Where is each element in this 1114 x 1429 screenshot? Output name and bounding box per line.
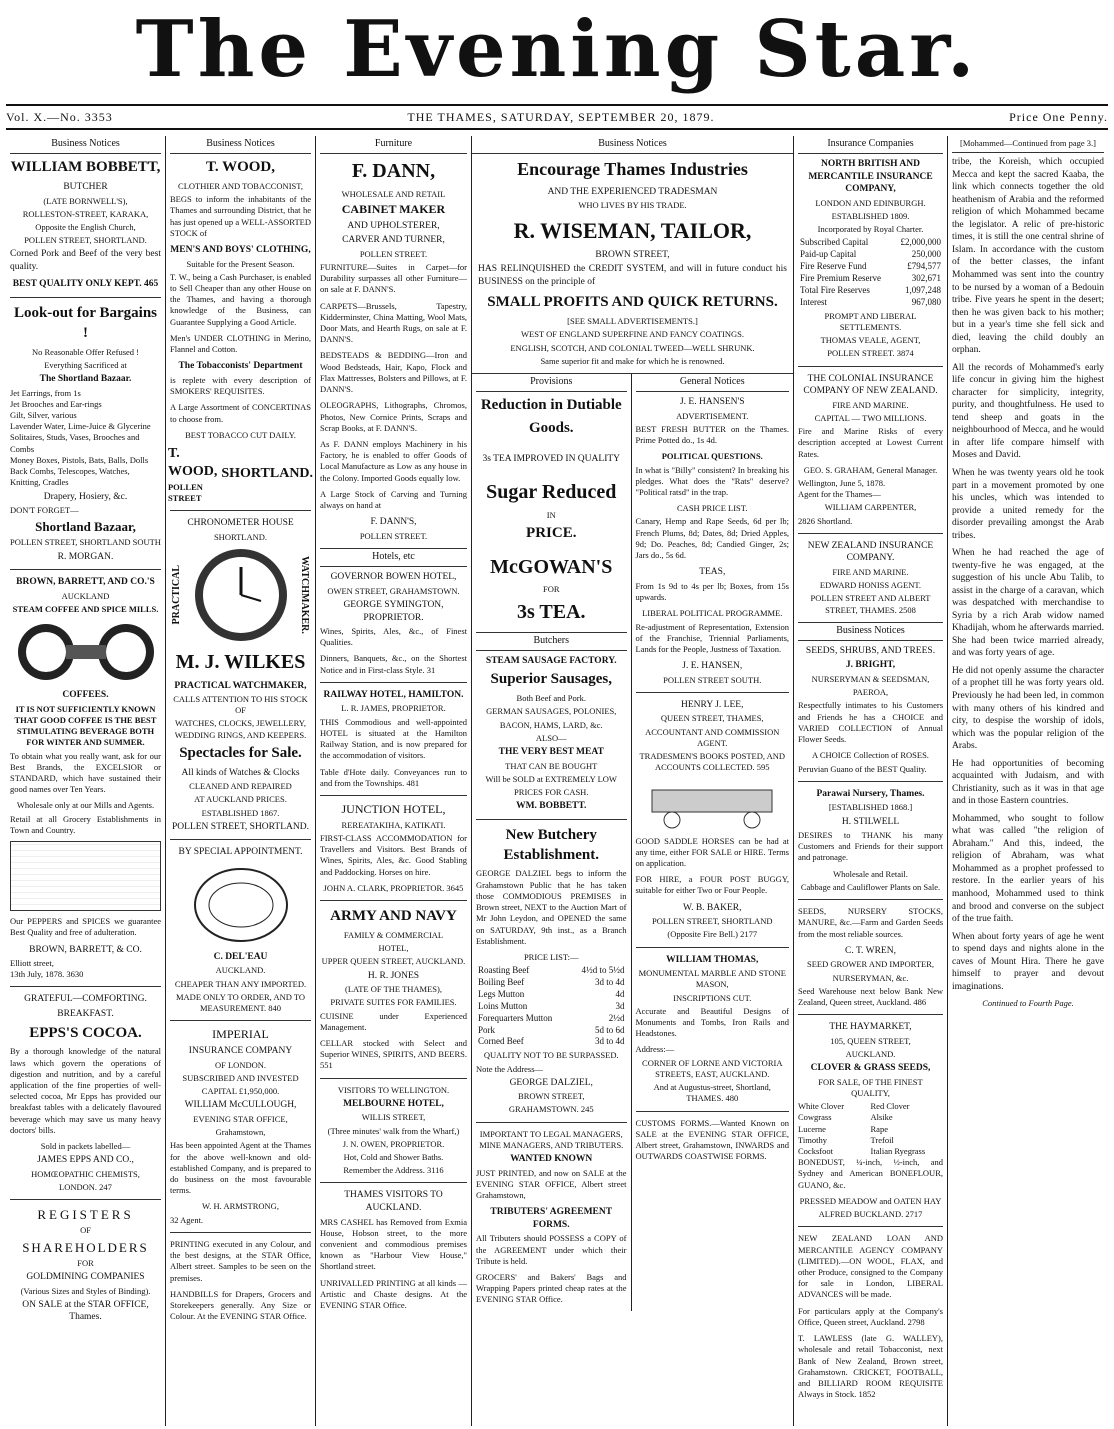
- row-label: Interest: [800, 296, 827, 307]
- ad-wiseman: Encourage Thames Industries AND THE EXPERIENCED TRADESMAN WHO LIVES BY HIS TRADE. R. WISEMAN, TAILOR, BROWN STREET, HAS RELINQUISHED the CREDIT SYSTEM, and will in future conduct his BUSINESS on the principle of SMALL PROFITS AND QUICK RETURNS. [SEE SMALL ADVERTISEMENTS.] WEST OF ENGLAND SUPERFINE AND FANCY COATINGS. ENGLISH, SCOTCH, AND COLONIAL TWEED—WELL SHRUNK. Same superior fit and make for which he is renowned.: [478, 159, 787, 366]
- row-value: 3d to 4d: [594, 977, 625, 988]
- ad-headline: WILLIAM BOBBETT,: [10, 159, 161, 176]
- ad-special-appointment: BY SPECIAL APPOINTMENT. C. DEL'EAU AUCKLAND. CHEAPER THAN ANY IMPORTED. MADE ONLY TO ORDER, AND TO MEASUREMENT. 840: [174, 847, 307, 1014]
- ad-nz-insurance: NEW ZEALAND INSURANCE COMPANY. FIRE AND MARINE. EDWARD HONISS AGENT. POLLEN STREET AND ALBERT STREET, THAMES. 2508: [807, 540, 934, 615]
- row-label: Boiling Beef: [478, 977, 525, 988]
- subcolumn-provisions: Provisions Reduction in Dutiable Goods. 3s TEA IMPROVED IN QUALITY Sugar Reduced IN PRICE. McGOWAN'S FOR 3s TEA. Butchers STEAM SAUSAGE FACTORY. Superior Sausages, Both Beef and Pork. GERMAN SAUSAGES, POLONIES, BACON, HAMS, LARD, &c. ALSO— THE VERY BEST MEAT THAT CAN BE BOUGHT Will be SOLD at EXTREMELY LOW PRICES FOR CASH. WM. BOBBETT. New Butchery Establishment. GEORGE DALZIEL begs to inform the Grahamstown Public that he has taken those COMMODIOUS PREMISES in Brown street, NEXT to the Auction Mart of Mr John Leydon, and OPENED the same on SATURDAY, 9th inst., as a Branch Establishment. PRICE LIST:— Roasting Beef 4½d to 5½d Boiling Beef 3d to 4d Legs Mutton 4d Loins Mutton 3d Forequarters Mutton 2½d Pork 5d to 6d Corned Beef 3d to 4d QUALITY NOT TO BE SURPASSED. Note the Address— GEORGE DALZIEL, BROWN STREET, GRAHAMSTOWN. 245 IMPORTANT TO LEGAL MANAGERS, MINE MANAGERS, AND TRIBUTERS. WANTED KNOWN JUST PRINTED, and now on SALE at the EVENING STAR OFFICE, Albert street Grahamstown, TRIBUTERS' AGREEMENT FORMS. All Tributers should POSSESS a COPY of the AGREEMENT under which their Tribute is held. GROCERS' and Bakers' Bags and Wrapping Papers printed cheap rates at the EVENING STAR Office.: [472, 374, 632, 1311]
- ad-william-thomas: WILLIAM THOMAS, MONUMENTAL MARBLE AND STONE MASON, INSCRIPTIONS CUT. Accurate and Beautiful Designs of Monuments and Tombs, Iron Rails and Headstones. Address:— CORNER OF LORNE AND VICTORIA STREETS, EAST, AUCKLAND. And at Augustus-street, Shortland, THAMES. 480: [635, 954, 789, 1104]
- table-row: [476, 1025, 627, 1037]
- column-1: [6, 136, 166, 1426]
- price: Price One Penny.: [1009, 109, 1108, 124]
- divider: [10, 297, 161, 298]
- row-value: 4½d to 5½d: [581, 965, 625, 976]
- ad-hotels: GOVERNOR BOWEN HOTEL, OWEN STREET, GRAHAMSTOWN. GEORGE SYMINGTON, PROPRIETOR. Wines, Spirits, Ales, &c., of Finest Qualities. Dinners, Banquets, &c., on the Shortest Notice and in First-class Style. 31 RAILWAY HOTEL, HAMILTON. L. R. JAMES, PROPRIETOR. THIS Commodious and well-appointed HOTEL is situated at the Hamilton Railway Station, and is now prepared for the accommodation of visitors. Table d'Hote daily. Conveyances run to and from the Townships. 481 JUNCTION HOTEL, REREATAKIHA, KATIKATI. FIRST-CLASS ACCOMMODATION for Travellers and Visitors. Best Brands of Wines, Spirits, Ales, &c. Good Stabling and Paddocking. Horses on hire. JOHN A. CLARK, PROPRIETOR. 3645 ARMY AND NAVY FAMILY & COMMERCIAL HOTEL, UPPER QUEEN STREET, AUCKLAND. H. R. JONES (LATE OF THE THAMES), PRIVATE SUITES FOR FAMILIES. CUISINE under Experienced Management. CELLAR stocked with Select and Superior WINES, SPIRITS, AND BEERS. 551 VISITORS TO WELLINGTON. MELBOURNE HOTEL, WILLIS STREET, (Three minutes' walk from the Wharf,) J. N. OWEN, PROPRIETOR. Hot, Cold and Shower Baths. Remember the Address. 3116 THAMES VISITORS TO AUCKLAND. MRS CASHEL has Removed from Exmia House, Hobson street, to the more convenient and commodious premises known as "Harbour View House," Shortland street. UNRIVALLED PRINTING at all kinds —Artistic and Chaste designs. At the EVENING STAR Office.: [320, 572, 467, 1311]
- ad-registers: REGISTERS OF SHAREHOLDERS FOR GOLDMINING COMPANIES (Various Sizes and Styles of Binding). ON SALE at the STAR OFFICE, Thames.: [20, 1207, 151, 1323]
- ad-chronometer-house: CHRONOMETER HOUSE SHORTLAND. PRACTICAL WATCHMAKER. M. J. WILKES PRACTICAL WATCHMAKER, CALLS ATTENTION TO HIS STOCK OF WATCHES, CLOCKS, JEWELLERY, WEDDING RINGS, AND KEEPERS. Spectacles for Sale. All kinds of Watches & Clocks CLEANED AND REPAIRED AT AUCKLAND PRICES. ESTABLISHED 1867. POLLEN STREET, SHORTLAND.: [171, 518, 310, 832]
- ad-customs-forms: CUSTOMS FORMS.—Wanted Known on SALE at the EVENING STAR OFFICE, Albert street, Grahamstown, INWARDS and OUTWARDS COASTWISE FORMS.: [635, 1117, 789, 1162]
- row-label: Loins Mutton: [478, 1000, 528, 1011]
- row-value: 4d: [615, 988, 625, 999]
- table-row: [798, 261, 943, 273]
- row-value: 3d to 4d: [594, 1036, 625, 1047]
- ad-north-british: NORTH BRITISH AND MERCANTILE INSURANCE COMPANY, LONDON AND EDINBURGH. ESTABLISHED 1809. Incorporated by Royal Charter. Subscribed Capital £2,000,000 Paid-up Capital 250,000 Fire Reserve Fund £794,577 Fire Premium Reserve 302,671 Total Fire Reserves 1,097,248 Interest 967,080 PROMPT AND LIBERAL SETTLEMENTS. THOMAS VEALE, AGENT, POLLEN STREET. 3874: [800, 159, 941, 359]
- volume-number: Vol. X.—No. 3353: [6, 109, 113, 124]
- ad-stilwell: Parawai Nursery, Thames. [ESTABLISHED 1868.] H. STILWELL DESIRES to THANK his many Customers and Friends for their support and patronage. Wholesale and Retail. Cabbage and Cauliflower Plants on Sale.: [798, 788, 943, 892]
- row-value: £794,577: [907, 261, 941, 272]
- row-label: Paid-up Capital: [800, 249, 857, 260]
- ad-wren: SEEDS, NURSERY STOCKS, MANURE, &c.—Farm and Garden Seeds from the most reliable sources. C. T. WREN, SEED GROWER AND IMPORTER, NURSERYMAN, &c. Seed Warehouse next below Bank New Zealand, Queen street, Auckland. 486: [798, 906, 943, 1007]
- table-row: [798, 273, 943, 285]
- ad-mcgowan: Reduction in Dutiable Goods. 3s TEA IMPROVED IN QUALITY Sugar Reduced IN PRICE. McGOWAN'S FOR 3s TEA.: [480, 397, 622, 624]
- article-paragraph: He did not openly assume the character of a prophet till he was forty years old. Previously he had been led, in common with many others of his kindred and city, to despise the worship of idols, which was the popular religion of the Arabs.: [952, 665, 1104, 752]
- row-label: Subscribed Capital: [800, 237, 869, 248]
- article-paragraph: tribe, the Koreish, which occupied Mecca and kept the sacred Kaaba, the link which connects together the old heathenism of Arabia and the reformed religion of which Mohammed became the legislator. A relic of pre-historic times, it is still the one central shrine of Islam. In accordance with the custom of the better classes, the infant Mohammed was sent into the country to be nursed by a woman of a Bedouin tribe. Five years he spent in the desert; then he was given back to his mother; but in a year's time she fell sick and died, leaving the child doubly an orphan.: [952, 157, 1104, 356]
- ad-epps-cocoa: GRATEFUL—COMFORTING. BREAKFAST. EPPS'S COCOA. By a thorough knowledge of the natural laws which govern the operations of digestion and nutrition, and by a careful application of the fine properties of well-selected cocoa, Mr Epps has provided our breakfast tables with a delicately flavoured beverage which may save us many heavy doctors' bills. Sold in packets labelled— JAMES EPPS AND CO., HOMŒOPATHIC CHEMISTS, LONDON. 247: [10, 994, 161, 1193]
- ad-haymarket: THE HAYMARKET, 105, QUEEN STREET, AUCKLAND. CLOVER & GRASS SEEDS, FOR SALE, OF THE FINEST QUALITY, White Clover Red Clover Cowgrass Alsike Lucerne Rape Timothy Trefoil Cocksfoot Italian Ryegrass BONEDUST, ¼-inch, ½-inch, and Sydney and American BONEFLOUR, GUANO, &c. PRESSED MEADOW and OATEN HAY ALFRED BUCKLAND. 2717: [798, 1022, 943, 1220]
- row-label: Legs Mutton: [478, 988, 525, 999]
- column-7-article: [948, 136, 1108, 1426]
- column-4: Business Notices Encourage Thames Industries AND THE EXPERIENCED TRADESMAN WHO LIVES BY HIS TRADE. R. WISEMAN, TAILOR, BROWN STREET, HAS RELINQUISHED the CREDIT SYSTEM, and will in future conduct his BUSINESS on the principle of SMALL PROFITS AND QUICK RETURNS. [SEE SMALL ADVERTISEMENTS.] WEST OF ENGLAND SUPERFINE AND FANCY COATINGS. ENGLISH, SCOTCH, AND COLONIAL TWEED—WELL SHRUNK. Same superior fit and make for which he is renowned. Provisions Reduction in Dutiable Goods. 3s TEA IMPROVED IN QUALITY Sugar Reduced IN PRICE. McGOWAN'S FOR 3s TEA. Butchers STEAM SAUSAGE FACTORY. Superior Sausages, Both Beef and Pork. GERMAN SAUSAGES, POLONIES, BACON, HAMS, LARD, &c. ALSO— THE VERY BEST MEAT THAT CAN BE BOUGHT Will be SOLD at EXTREMELY LOW PRICES FOR CASH. WM. BOBBETT. New Butchery Establishment. GEORGE DALZIEL begs to inform the Grahamstown Public that he has taken those COMMODIOUS PREMISES in Brown street, NEXT to the Auction Mart of Mr John Leydon, and OPENED the same on SATURDAY, 9th inst., as a Branch Establishment. PRICE LIST:— Roasting Beef 4½d to 5½d Boiling Beef 3d to 4d Legs Mutton 4d Loins Mutton 3d Forequarters Mutton 2½d Pork 5d to 6d Corned Beef 3d to 4d QUALITY NOT TO BE SURPASSED. Note the Address— GEORGE DALZIEL, BROWN STREET, GRAHAMSTOWN. 245 IMPORTANT TO LEGAL MANAGERS, MINE MANAGERS, AND TRIBUTERS. WANTED KNOWN JUST PRINTED, and now on SALE at the EVENING STAR OFFICE, Albert street Grahamstown, TRIBUTERS' AGREEMENT FORMS. All Tributers should POSSESS a COPY of the AGREEMENT under which their Tribute is held. GROCERS' and Bakers' Bags and Wrapping Papers printed cheap rates at the EVENING STAR Office. General Notices J. E. HANSEN'S ADVERTISEMENT. BEST FRESH BUTTER on the Thames. Prime Potted do., 1s 4d. POLITICAL QUESTIONS. In what is "Billy" consistent? In breaking his pledges. What does the "Rats" deserve? "Political ratsd" in the trap. CASH PRICE LIST. Canary, Hemp and Rape Seeds, 6d per lb; French Plums, 8d; Dates, 8d; Dried Apples, 9d; Do. Peaches, 8d; Candied Ginger, 2s; Jars do., 5s 6d. TEAS, From 1s 9d to 4s per lb; Boxes, from 15s upwards. LIBERAL POLITICAL PROGRAMME. Re-adjustment of Representation, Extension of the Franchise, Triennial Parliaments, Lands for the People, Justness of Taxation. J. E. HANSEN, POLLEN STREET SOUTH. HENRY J. LEE, QUEEN STREET, THAMES, ACCOUNTANT AND COMMISSION AGENT. TRADESMEN'S BOOKS POSTED, AND ACCOUNTS COLLECTED. 595 GOOD SADDLE HORSES can be had at any time, either FOR SALE or HIRE. Terms on application. FOR HIRE, a FOUR POST BUGGY, suitable for either Two or Four People. W. B. BAKER, POLLEN STREET, SHORTLAND (Opposite Fire Bell.) 2177 WILLIAM THOMAS, MONUMENTAL MARBLE AND STONE MASON, INSCRIPTIONS CUT. Accurate and Beautiful Designs of Monuments and Tombs, Iron Rails and Headstones. Address:— CORNER OF LORNE AND VICTORIA STREETS, EAST, AUCKLAND. And at Augustus-street, Shortland, THAMES. 480 CUSTOMS FORMS.—Wanted Known on SALE at the EVENING STAR OFFICE, Albert street, Grahamstown, INWARDS and OUTWARDS COASTWISE FORMS.: [472, 136, 794, 1426]
- table-row: [798, 297, 943, 309]
- row-label: Fire Premium Reserve: [800, 273, 881, 284]
- row-label: Fire Reserve Fund: [800, 261, 867, 272]
- buggy-illustration: [642, 780, 782, 830]
- article-continued-header: [Mohammed—Continued from page 3.]: [952, 138, 1104, 153]
- row-value: 5d to 6d: [594, 1024, 625, 1035]
- ad-steam-sausage: STEAM SAUSAGE FACTORY. Superior Sausages, Both Beef and Pork. GERMAN SAUSAGES, POLONIES, BACON, HAMS, LARD, &c. ALSO— THE VERY BEST MEAT THAT CAN BE BOUGHT Will be SOLD at EXTREMELY LOW PRICES FOR CASH. WM. BOBBETT.: [485, 655, 617, 812]
- row-value: 2½d: [608, 1012, 625, 1023]
- ad-j-bright: SEEDS, SHRUBS, AND TREES. J. BRIGHT, NURSERYMAN & SEEDSMAN, PAEROA, Respectfully intimates to his Customers and Friends he has a CHOICE and VARIED COLLECTION of Annual Flower Seeds. A CHOICE Collection of ROSES. Peruvian Guano of the BEST Quality.: [798, 645, 943, 774]
- issue-date: THE THAMES, SATURDAY, SEPTEMBER 20, 1879.: [407, 109, 715, 124]
- ad-bobbett: WILLIAM BOBBETT, BUTCHER (LATE BORNWELL'S), ROLLESTON-STREET, KARAKA, Opposite the English Church, POLLEN STREET, SHORTLAND. Corned Pork and Beef of the very best quality. BEST QUALITY ONLY KEPT. 465: [10, 159, 161, 290]
- ad-lawless: T. LAWLESS (late G. WALLEY), wholesale and retail Tobacconist, next Bank of New Zealand, Brown street, Grahamstown. CRICKET, FOOTBALL, and BILLIARD ROOM REQUISITE Always in Stock. 1852: [798, 1333, 943, 1400]
- row-value: 967,080: [911, 296, 941, 307]
- ad-handbills: HANDBILLS for Drapers, Grocers and Storekeepers generally. Any Size or Colour. At the EVENING STAR Office.: [170, 1288, 311, 1322]
- table-row: [476, 1001, 627, 1013]
- row-value: 1,097,248: [905, 284, 941, 295]
- ad-baker: GOOD SADDLE HORSES can be had at any time, either FOR SALE or HIRE. Terms on application. FOR HIRE, a FOUR POST BUGGY, suitable for either Two or Four People. W. B. BAKER, POLLEN STREET, SHORTLAND (Opposite Fire Bell.) 2177: [635, 835, 789, 940]
- table-row: [798, 249, 943, 261]
- row-value: 302,671: [911, 273, 941, 284]
- row-label: Total Fire Reserves: [800, 284, 870, 295]
- section-header: Business Notices: [10, 136, 161, 154]
- ad-dalziel: New Butchery Establishment. GEORGE DALZIEL begs to inform the Grahamstown Public that he has taken those COMMODIOUS PREMISES in Brown street, NEXT to the Auction Mart of Mr John Leydon, and OPENED the same on SATURDAY, 9th inst., as a Branch Establishment. PRICE LIST:— Roasting Beef 4½d to 5½d Boiling Beef 3d to 4d Legs Mutton 4d Loins Mutton 3d Forequarters Mutton 2½d Pork 5d to 6d Corned Beef 3d to 4d QUALITY NOT TO BE SURPASSED. Note the Address— GEORGE DALZIEL, BROWN STREET, GRAHAMSTOWN. 245: [476, 826, 627, 1115]
- ad-henry-lee: HENRY J. LEE, QUEEN STREET, THAMES, ACCOUNTANT AND COMMISSION AGENT. TRADESMEN'S BOOKS POSTED, AND ACCOUNTS COLLECTED. 595: [639, 699, 786, 773]
- article-continued-footer: Continued to Fourth Page.: [982, 998, 1074, 1009]
- columns: [6, 136, 1108, 1426]
- ad-f-dann: F. DANN, WHOLESALE AND RETAIL CABINET MAKER AND UPHOLSTERER, CARVER AND TURNER, POLLEN STREET. FURNITURE—Suites in Carpet—for Durability surpasses all other Furniture—on sale at F. DANN'S. CARPETS—Brussels, Tapestry, Kidderminster, China Matting, Wool Mats, Door Mats, and Hearth Rugs, on sale at F. DANN'S. BEDSTEADS & BEDDING—Iron and Wood Bedsteads, Hair, Kapo, Flock and Flax Mattresses, Bolsters and Pillows, at F. DANN'S. OLEOGRAPHS, Lithographs, Chromos, Photos, New Cornice Prints, Scraps and Scrap Books, at F. DANN'S. As F. DANN employs Machinery in his Factory, he is enabled to offer Goods of Local Manufacture as Low as any house in the Colony. Imported Goods equally low. A Large Stock of Carving and Turning always on hand at F. DANN'S, POLLEN STREET.: [320, 160, 467, 541]
- price-list-table: [476, 965, 627, 1048]
- ad-tributers: IMPORTANT TO LEGAL MANAGERS, MINE MANAGERS, AND TRIBUTERS. WANTED KNOWN JUST PRINTED, and now on SALE at the EVENING STAR OFFICE, Albert street Grahamstown, TRIBUTERS' AGREEMENT FORMS. All Tributers should POSSESS a COPY of the AGREEMENT under which their Tribute is held. GROCERS' and Bakers' Bags and Wrapping Papers printed cheap rates at the EVENING STAR Office.: [476, 1128, 627, 1305]
- column-6: Insurance Companies NORTH BRITISH AND MERCANTILE INSURANCE COMPANY, LONDON AND EDINBURGH. ESTABLISHED 1809. Incorporated by Royal Charter. Subscribed Capital £2,000,000 Paid-up Capital 250,000 Fire Reserve Fund £794,577 Fire Premium Reserve 302,671 Total Fire Reserves 1,097,248 Interest 967,080 PROMPT AND LIBERAL SETTLEMENTS. THOMAS VEALE, AGENT, POLLEN STREET. 3874 THE COLONIAL INSURANCE COMPANY OF NEW ZEALAND. FIRE AND MARINE. CAPITAL — TWO MILLIONS. Fire and Marine Risks of every description accepted at Lowest Current Rates. GEO. S. GRAHAM, General Manager. Wellington, June 5, 1878. Agent for the Thames— WILLIAM CARPENTER, 2826 Shortland. NEW ZEALAND INSURANCE COMPANY. FIRE AND MARINE. EDWARD HONISS AGENT. POLLEN STREET AND ALBERT STREET, THAMES. 2508 Business Notices SEEDS, SHRUBS, AND TREES. J. BRIGHT, NURSERYMAN & SEEDSMAN, PAEROA, Respectfully intimates to his Customers and Friends he has a CHOICE and VARIED COLLECTION of Annual Flower Seeds. A CHOICE Collection of ROSES. Peruvian Guano of the BEST Quality. Parawai Nursery, Thames. [ESTABLISHED 1868.] H. STILWELL DESIRES to THANK his many Customers and Friends for their support and patronage. Wholesale and Retail. Cabbage and Cauliflower Plants on Sale. SEEDS, NURSERY STOCKS, MANURE, &c.—Farm and Garden Seeds from the most reliable sources. C. T. WREN, SEED GROWER AND IMPORTER, NURSERYMAN, &c. Seed Warehouse next below Bank New Zealand, Queen street, Auckland. 486 THE HAYMARKET, 105, QUEEN STREET, AUCKLAND. CLOVER & GRASS SEEDS, FOR SALE, OF THE FINEST QUALITY, White Clover Red Clover Cowgrass Alsike Lucerne Rape Timothy Trefoil Cocksfoot Italian Ryegrass BONEDUST, ¼-inch, ½-inch, and Sydney and American BONEFLOUR, GUANO, &c. PRESSED MEADOW and OATEN HAY ALFRED BUCKLAND. 2717 NEW ZEALAND LOAN AND MERCANTILE AGENCY COMPANY (LIMITED).—ON WOOL, FLAX, and other Produce, consigned to the Company for sale in London, LIBERAL ADVANCES will be made. For particulars apply at the Company's Office, Queen street, Auckland. 2798 T. LAWLESS (late G. WALLEY), wholesale and retail Tobacconist, next Bank of New Zealand, Brown street, Grahamstown. CRICKET, FOOTBALL, and BILLIARD ROOM REQUISITE Always in Stock. 1852: [794, 136, 948, 1426]
- article-paragraph: He had opportunities of becoming acquainted with Judaism, and with Christianity, such as it was in that age and in those Eastern countries.: [952, 758, 1104, 807]
- ad-t-wood: T. WOOD, CLOTHIER AND TOBACCONIST, BEGS to inform the inhabitants of the Thames and surrounding District, that he has just opened up a WELL-ASSORTED STOCK of MEN'S AND BOYS' CLOTHING, Suitable for the Present Season. T. W., being a Cash Purchaser, is enabled to Sell Cheaper than any other House on the Thames, and having a thorough knowledge of the Business, can Guarantee Supplying a Good Article. Men's UNDER CLOTHING in Merino, Flannel and Cotton. The Tobacconists' Department is replete with every description of SMOKERS' REQUISITES. A Large Assortment of CONCERTINAS to choose from. BEST TOBACCO CUT DAILY. T. WOOD, POLLEN STREET SHORTLAND.: [167, 159, 314, 504]
- ad-nz-loan: NEW ZEALAND LOAN AND MERCANTILE AGENCY COMPANY (LIMITED).—ON WOOL, FLAX, and other Produce, consigned to the Company for sale in London, LIBERAL ADVANCES will be made.: [798, 1233, 943, 1300]
- shirt-maker-seal: [191, 865, 291, 945]
- ad-brown-barrett: BROWN, BARRETT, AND CO.'S AUCKLAND STEAM COFFEE AND SPICE MILLS. COFFEES. IT IS NOT SUFFICIENTLY KNOWN THAT GOOD COFFEE IS THE BEST STIMULATING BEVERAGE BOTH FOR WINTER AND SUMMER. To obtain what you really want, ask for our Best Brands, the EXCELSIOR or STANDARD, which have sustained their good names over Ten Years. Wholesale only at our Mills and Agents. Retail at all Grocery Establishments in Town and Country. Our PEPPERS and SPICES we guarantee Best Quality and free of adulteration. BROWN, BARRETT, & CO. Elliott street, 13th July, 1878. 3630: [10, 577, 161, 980]
- subcolumn-general-notices: General Notices J. E. HANSEN'S ADVERTISEMENT. BEST FRESH BUTTER on the Thames. Prime Potted do., 1s 4d. POLITICAL QUESTIONS. In what is "Billy" consistent? In breaking his pledges. What does the "Rats" deserve? "Political ratsd" in the trap. CASH PRICE LIST. Canary, Hemp and Rape Seeds, 6d per lb; French Plums, 8d; Dates, 8d; Dried Apples, 9d; Do. Peaches, 8d; Candied Ginger, 2s; Jars do., 5s 6d. TEAS, From 1s 9d to 4s per lb; Boxes, from 15s upwards. LIBERAL POLITICAL PROGRAMME. Re-adjustment of Representation, Extension of the Franchise, Triennial Parliaments, Lands for the People, Justness of Taxation. J. E. HANSEN, POLLEN STREET SOUTH. HENRY J. LEE, QUEEN STREET, THAMES, ACCOUNTANT AND COMMISSION AGENT. TRADESMEN'S BOOKS POSTED, AND ACCOUNTS COLLECTED. 595 GOOD SADDLE HORSES can be had at any time, either FOR SALE or HIRE. Terms on application. FOR HIRE, a FOUR POST BUGGY, suitable for either Two or Four People. W. B. BAKER, POLLEN STREET, SHORTLAND (Opposite Fire Bell.) 2177 WILLIAM THOMAS, MONUMENTAL MARBLE AND STONE MASON, INSCRIPTIONS CUT. Accurate and Beautiful Designs of Monuments and Tombs, Iron Rails and Headstones. Address:— CORNER OF LORNE AND VICTORIA STREETS, EAST, AUCKLAND. And at Augustus-street, Shortland, THAMES. 480 CUSTOMS FORMS.—Wanted Known on SALE at the EVENING STAR OFFICE, Albert street, Grahamstown, INWARDS and OUTWARDS COASTWISE FORMS.: [635, 375, 789, 1162]
- table-row: [476, 1036, 627, 1048]
- seed-list: White Clover Red Clover Cowgrass Alsike Lucerne Rape Timothy Trefoil Cocksfoot Italian Ryegrass: [798, 1101, 926, 1156]
- row-label: Roasting Beef: [478, 965, 530, 976]
- clock-icon: [191, 545, 291, 645]
- table-row: [476, 1013, 627, 1025]
- ad-imperial-insurance: IMPERIAL INSURANCE COMPANY OF LONDON. SUBSCRIBED AND INVESTED CAPITAL £1,950,000. WILLIAM McCULLOUGH, EVENING STAR OFFICE, Grahamstown, Has been appointed Agent at the Thames for the above well-known and old-established Company, and is prepared to do business on the most favourable terms. W. H. ARMSTRONG, 32 Agent.: [170, 1027, 311, 1225]
- masthead: [0, 0, 1114, 100]
- article-paragraph: When he was twenty years old he took part in a movement promoted by one his uncles, which was intended to provide a united remedy for the disorder prevailing amongst the Arab tribes.: [952, 467, 1104, 541]
- ad-colonial-insurance: THE COLONIAL INSURANCE COMPANY OF NEW ZEALAND. FIRE AND MARINE. CAPITAL — TWO MILLIONS. Fire and Marine Risks of every description accepted at Lowest Current Rates. GEO. S. GRAHAM, General Manager. Wellington, June 5, 1878. Agent for the Thames— WILLIAM CARPENTER, 2826 Shortland.: [798, 373, 943, 526]
- column-2: Business Notices T. WOOD, CLOTHIER AND TOBACCONIST, BEGS to inform the inhabitants of the Thames and surrounding District, that he has just opened up a WELL-ASSORTED STOCK of MEN'S AND BOYS' CLOTHING, Suitable for the Present Season. T. W., being a Cash Purchaser, is enabled to Sell Cheaper than any other House on the Thames, and having a thorough knowledge of the Business, can Guarantee Supplying a Good Article. Men's UNDER CLOTHING in Merino, Flannel and Cotton. The Tobacconists' Department is replete with every description of SMOKERS' REQUISITES. A Large Assortment of CONCERTINAS to choose from. BEST TOBACCO CUT DAILY. T. WOOD, POLLEN STREET SHORTLAND. CHRONOMETER HOUSE SHORTLAND. PRACTICAL WATCHMAKER. M. J. WILKES PRACTICAL WATCHMAKER, CALLS ATTENTION TO HIS STOCK OF WATCHES, CLOCKS, JEWELLERY, WEDDING RINGS, AND KEEPERS. Spectacles for Sale. All kinds of Watches & Clocks CLEANED AND REPAIRED AT AUCKLAND PRICES. ESTABLISHED 1867. POLLEN STREET, SHORTLAND. BY SPECIAL APPOINTMENT. C. DEL'EAU AUCKLAND. CHEAPER THAN ANY IMPORTED. MADE ONLY TO ORDER, AND TO MEASUREMENT. 840 IMPERIAL INSURANCE COMPANY OF LONDON. SUBSCRIBED AND INVESTED CAPITAL £1,950,000. WILLIAM McCULLOUGH, EVENING STAR OFFICE, Grahamstown, Has been appointed Agent at the Thames for the above well-known and old-established Company, and is prepared to do business on the most favourable terms. W. H. ARMSTRONG, 32 Agent. PRINTING executed in any Colour, and the best designs, at the STAR Office, Albert street. Samples to be seen on the premises. HANDBILLS for Drapers, Grocers and Storekeepers generally. Any Size or Colour. At the EVENING STAR Office.: [166, 136, 316, 1426]
- ad-headline: Look-out for Bargains !: [13, 304, 158, 341]
- table-row: [798, 285, 943, 297]
- article-paragraph: When he had reached the age of twenty-five he was engaged, at the suggestion of his uncle Abu Talib, to assist in the charge of a caravan, which was despatched with merchandise to Syria by a rich Arab widow named Khadijah, whom he afterwards married. She had been twice married already, and was forty years of age.: [952, 548, 1104, 659]
- row-label: Forequarters Mutton: [478, 1012, 553, 1023]
- dateline: [6, 104, 1108, 130]
- coffee-brand-logos: [11, 621, 161, 683]
- column-3: Furniture F. DANN, WHOLESALE AND RETAIL CABINET MAKER AND UPHOLSTERER, CARVER AND TURNER, POLLEN STREET. FURNITURE—Suites in Carpet—for Durability surpasses all other Furniture—on sale at F. DANN'S. CARPETS—Brussels, Tapestry, Kidderminster, China Matting, Wool Mats, Door Mats, and Hearth Rugs, on sale at F. DANN'S. BEDSTEADS & BEDDING—Iron and Wood Bedsteads, Hair, Kapo, Flock and Flax Mattresses, Bolsters and Pillows, at F. DANN'S. OLEOGRAPHS, Lithographs, Chromos, Photos, New Cornice Prints, Scraps and Scrap Books, at F. DANN'S. As F. DANN employs Machinery in his Factory, he is enabled to offer Goods of Local Manufacture as Low as any house in the Colony. Imported Goods equally low. A Large Stock of Carving and Turning always on hand at F. DANN'S, POLLEN STREET. Hotels, etc GOVERNOR BOWEN HOTEL, OWEN STREET, GRAHAMSTOWN. GEORGE SYMINGTON, PROPRIETOR. Wines, Spirits, Ales, &c., of Finest Qualities. Dinners, Banquets, &c., on the Shortest Notice and in First-class Style. 31 RAILWAY HOTEL, HAMILTON. L. R. JAMES, PROPRIETOR. THIS Commodious and well-appointed HOTEL is situated at the Hamilton Railway Station, and is now prepared for the accommodation of visitors. Table d'Hote daily. Conveyances run to and from the Townships. 481 JUNCTION HOTEL, REREATAKIHA, KATIKATI. FIRST-CLASS ACCOMMODATION for Travellers and Visitors. Best Brands of Wines, Spirits, Ales, &c. Good Stabling and Paddocking. Horses on hire. JOHN A. CLARK, PROPRIETOR. 3645 ARMY AND NAVY FAMILY & COMMERCIAL HOTEL, UPPER QUEEN STREET, AUCKLAND. H. R. JONES (LATE OF THE THAMES), PRIVATE SUITES FOR FAMILIES. CUISINE under Experienced Management. CELLAR stocked with Select and Superior WINES, SPIRITS, AND BEERS. 551 VISITORS TO WELLINGTON. MELBOURNE HOTEL, WILLIS STREET, (Three minutes' walk from the Wharf,) J. N. OWEN, PROPRIETOR. Hot, Cold and Shower Baths. Remember the Address. 3116 THAMES VISITORS TO AUCKLAND. MRS CASHEL has Removed from Exmia House, Hobson street, to the more convenient and commodious premises known as "Harbour View House," Shortland street. UNRIVALLED PRINTING at all kinds —Artistic and Chaste designs. At the EVENING STAR Office.: [316, 136, 472, 1426]
- row-value: 250,000: [911, 249, 941, 260]
- masthead-title: The Evening Star.: [135, 4, 979, 95]
- table-row: [476, 977, 627, 989]
- article-paragraph: Mohammed, who sought to follow what was called "the religion of Abraham." And this, indeed, the religion of Abraham, was what Mohammed as a prophet professed to restore. In the earlier years of his manhood, Mohammed used to think and brood and converse on the subject of the true faith.: [952, 813, 1104, 925]
- row-label: Pork: [478, 1024, 496, 1035]
- row-label: Corned Beef: [478, 1036, 524, 1047]
- table-row: [798, 237, 943, 249]
- article-paragraph: All the records of Mohammed's early life concur in giving him the highest character for simplicity, integrity, purity, and thoughtfulness. He used to tend sheep and goats in the neighbourhood of Mecca, and he would in after life compare himself with Moses and David.: [952, 362, 1104, 461]
- ad-hansen: J. E. HANSEN'S ADVERTISEMENT. BEST FRESH BUTTER on the Thames. Prime Potted do., 1s 4d. POLITICAL QUESTIONS. In what is "Billy" consistent? In breaking his pledges. What does the "Rats" deserve? "Political ratsd" in the trap. CASH PRICE LIST. Canary, Hemp and Rape Seeds, 6d per lb; French Plums, 8d; Dates, 8d; Dried Apples, 9d; Do. Peaches, 8d; Candied Ginger, 2s; Jars do., 5s 6d. TEAS, From 1s 9d to 4s per lb; Boxes, from 15s upwards. LIBERAL POLITICAL PROGRAMME. Re-adjustment of Representation, Extension of the Franchise, Triennial Parliaments, Lands for the People, Justness of Taxation. J. E. HANSEN, POLLEN STREET SOUTH.: [635, 397, 789, 685]
- table-row: [476, 989, 627, 1001]
- table-row: [476, 965, 627, 977]
- capital-table: [798, 237, 943, 308]
- row-value: 3d: [615, 1000, 625, 1011]
- article-paragraph: When about forty years of age he went to spend days and nights alone in the caves of Mount Hira. There he gave himself to prayer and devout imaginations.: [952, 931, 1104, 992]
- ad-printing: PRINTING executed in any Colour, and the best designs, at the STAR Office, Albert street. Samples to be seen on the premises.: [170, 1238, 311, 1283]
- ad-shortland-bazaar: Look-out for Bargains ! No Reasonable Offer Refused ! Everything Sacrificed at The Shortland Bazaar. Jet Earrings, from 1s Jet Brooches and Ear-rings Gilt, Silver, various Lavender Water, Lime-Juice & Glycerine Solitaires, Studs, Vases, Brooches and Combs Money Boxes, Pistols, Bats, Balls, Dolls Back Combs, Telescopes, Watches, Knitting, Cradles Drapery, Hosiery, &c. DON'T FORGET— Shortland Bazaar, POLLEN STREET, SHORTLAND SOUTH R. MORGAN.: [10, 304, 161, 562]
- row-value: £2,000,000: [900, 237, 941, 248]
- price-box: [10, 841, 161, 911]
